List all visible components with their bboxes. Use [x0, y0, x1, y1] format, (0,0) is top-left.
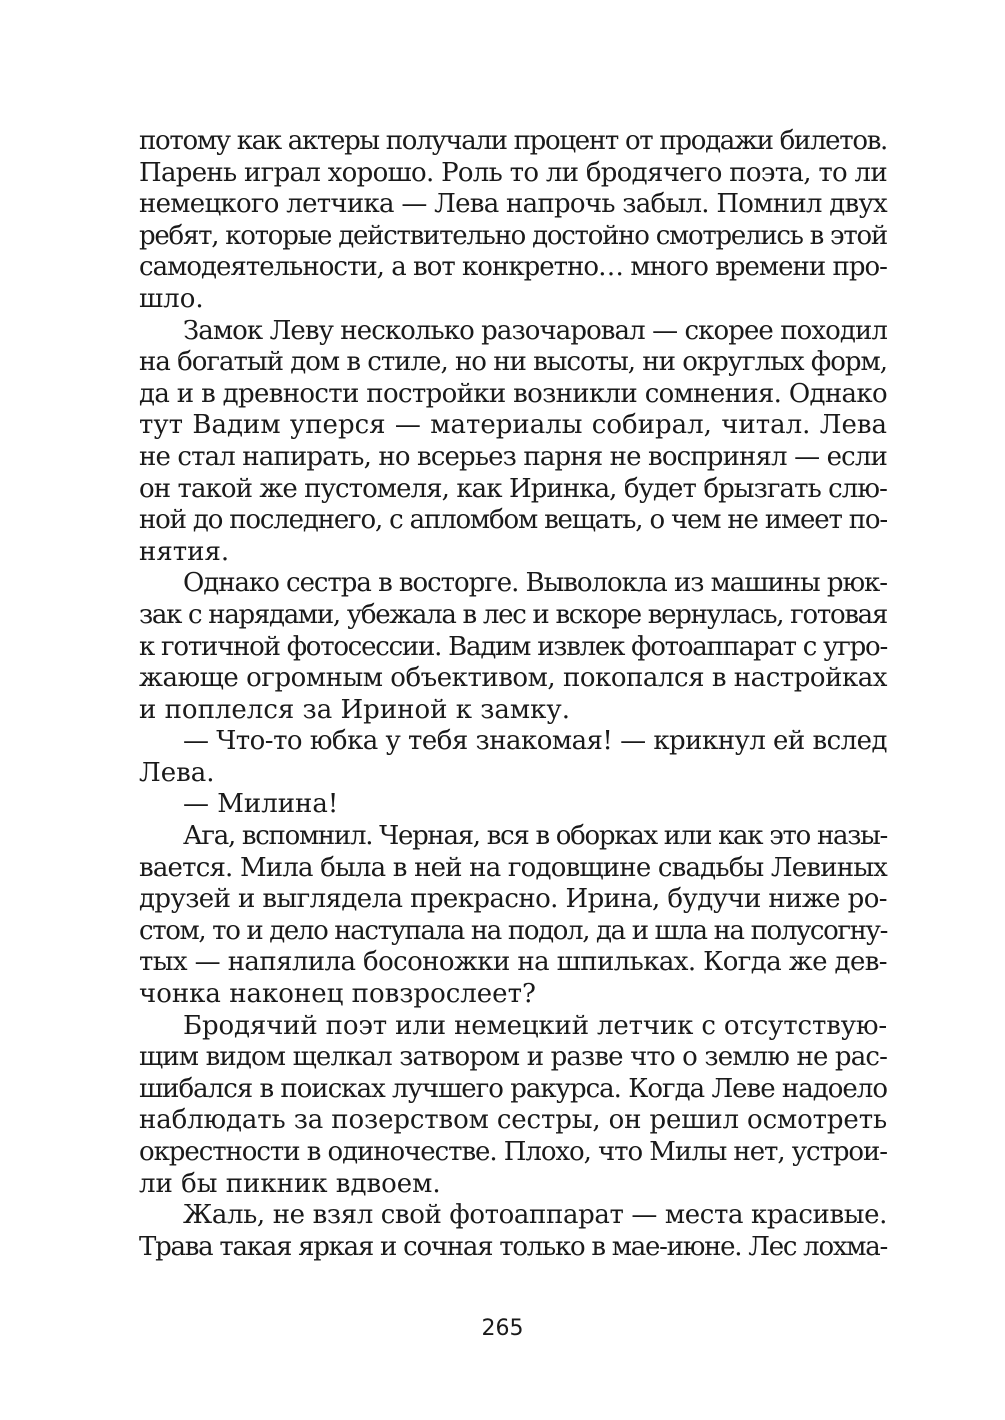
text-line: Однако сестра в восторге. Выволокла из машины рюк- — [183, 568, 887, 599]
text-line: самодеятельности, а вот конкретно… много времени про- — [139, 252, 887, 283]
text-line: Лева. — [139, 757, 215, 788]
text-line: зак с нарядами, убежала в лес и вскоре вернулась, готовая — [139, 599, 887, 630]
text-line: он такой же пустомеля, как Иринка, будет брызгать слю- — [139, 473, 887, 504]
page-number: 265 — [481, 1316, 524, 1341]
text-line: — Милина! — [183, 789, 339, 820]
text-line: жающе огромным объективом, покопался в настройках — [139, 663, 887, 694]
text-line: на богатый дом в стиле, но ни высоты, ни округлых форм, — [139, 347, 887, 378]
text-line: наблюдать за позерством сестры, он решил осмотреть — [139, 1105, 887, 1136]
text-line: друзей и выглядела прекрасно. Ирина, будучи ниже ро- — [139, 884, 887, 915]
text-line: ли бы пикник вдвоем. — [139, 1168, 441, 1199]
text-line: Ага, вспомнил. Черная, вся в оборках или как это назы- — [183, 821, 887, 852]
body-text — [139, 126, 887, 1263]
text-line: нятия. — [139, 536, 230, 567]
text-line: к готичной фотосессии. Вадим извлек фотоаппарат с угро- — [139, 631, 887, 662]
text-line: шибался в поисках лучшего ракурса. Когда Леве надоело — [139, 1073, 887, 1104]
text-line: Бродячий поэт или немецкий летчик с отсутствую- — [183, 1010, 887, 1041]
text-line: щим видом щелкал затвором и разве что о землю не рас- — [139, 1042, 887, 1073]
text-line: ной до последнего, с апломбом вещать, о чем не имеет по- — [139, 505, 887, 536]
text-line: чонка наконец повзрослеет? — [139, 979, 536, 1010]
text-line: ребят, которые действительно достойно смотрелись в этой — [139, 220, 887, 251]
text-line: стом, то и дело наступала на подол, да и шла на полусогну- — [139, 915, 887, 946]
text-line: шло. — [139, 283, 204, 314]
text-line: Парень играл хорошо. Роль то ли бродячего поэта, то ли — [139, 157, 887, 188]
text-line: потому как актеры получали процент от продажи билетов. — [139, 126, 887, 156]
text-line: и поплелся за Ириной к замку. — [139, 694, 570, 725]
text-line: вается. Мила была в ней на годовщине свадьбы Левиных — [139, 852, 887, 883]
text-line: немецкого летчика — Лева напрочь забыл. Помнил двух — [139, 189, 887, 220]
text-line: тут Вадим уперся — материалы собирал, читал. Лева — [139, 410, 887, 441]
text-line: Жаль, не взял свой фотоаппарат — места красивые. — [183, 1200, 887, 1231]
text-line: не стал напирать, но всерьез парня не воспринял — если — [139, 441, 887, 472]
text-line: окрестности в одиночестве. Плохо, что Милы нет, устрои- — [139, 1137, 887, 1167]
text-line: Трава такая яркая и сочная только в мае-июне. Лес лохма- — [139, 1231, 887, 1262]
text-line: Замок Леву несколько разочаровал — скорее походил — [183, 315, 887, 346]
text-line: да и в древности постройки возникли сомнения. Однако — [139, 378, 887, 409]
text-line: — Что-то юбка у тебя знакомая! — крикнул ей вслед — [183, 726, 887, 757]
text-line: тых — напялила босоножки на шпильках. Когда же дев- — [139, 947, 887, 978]
